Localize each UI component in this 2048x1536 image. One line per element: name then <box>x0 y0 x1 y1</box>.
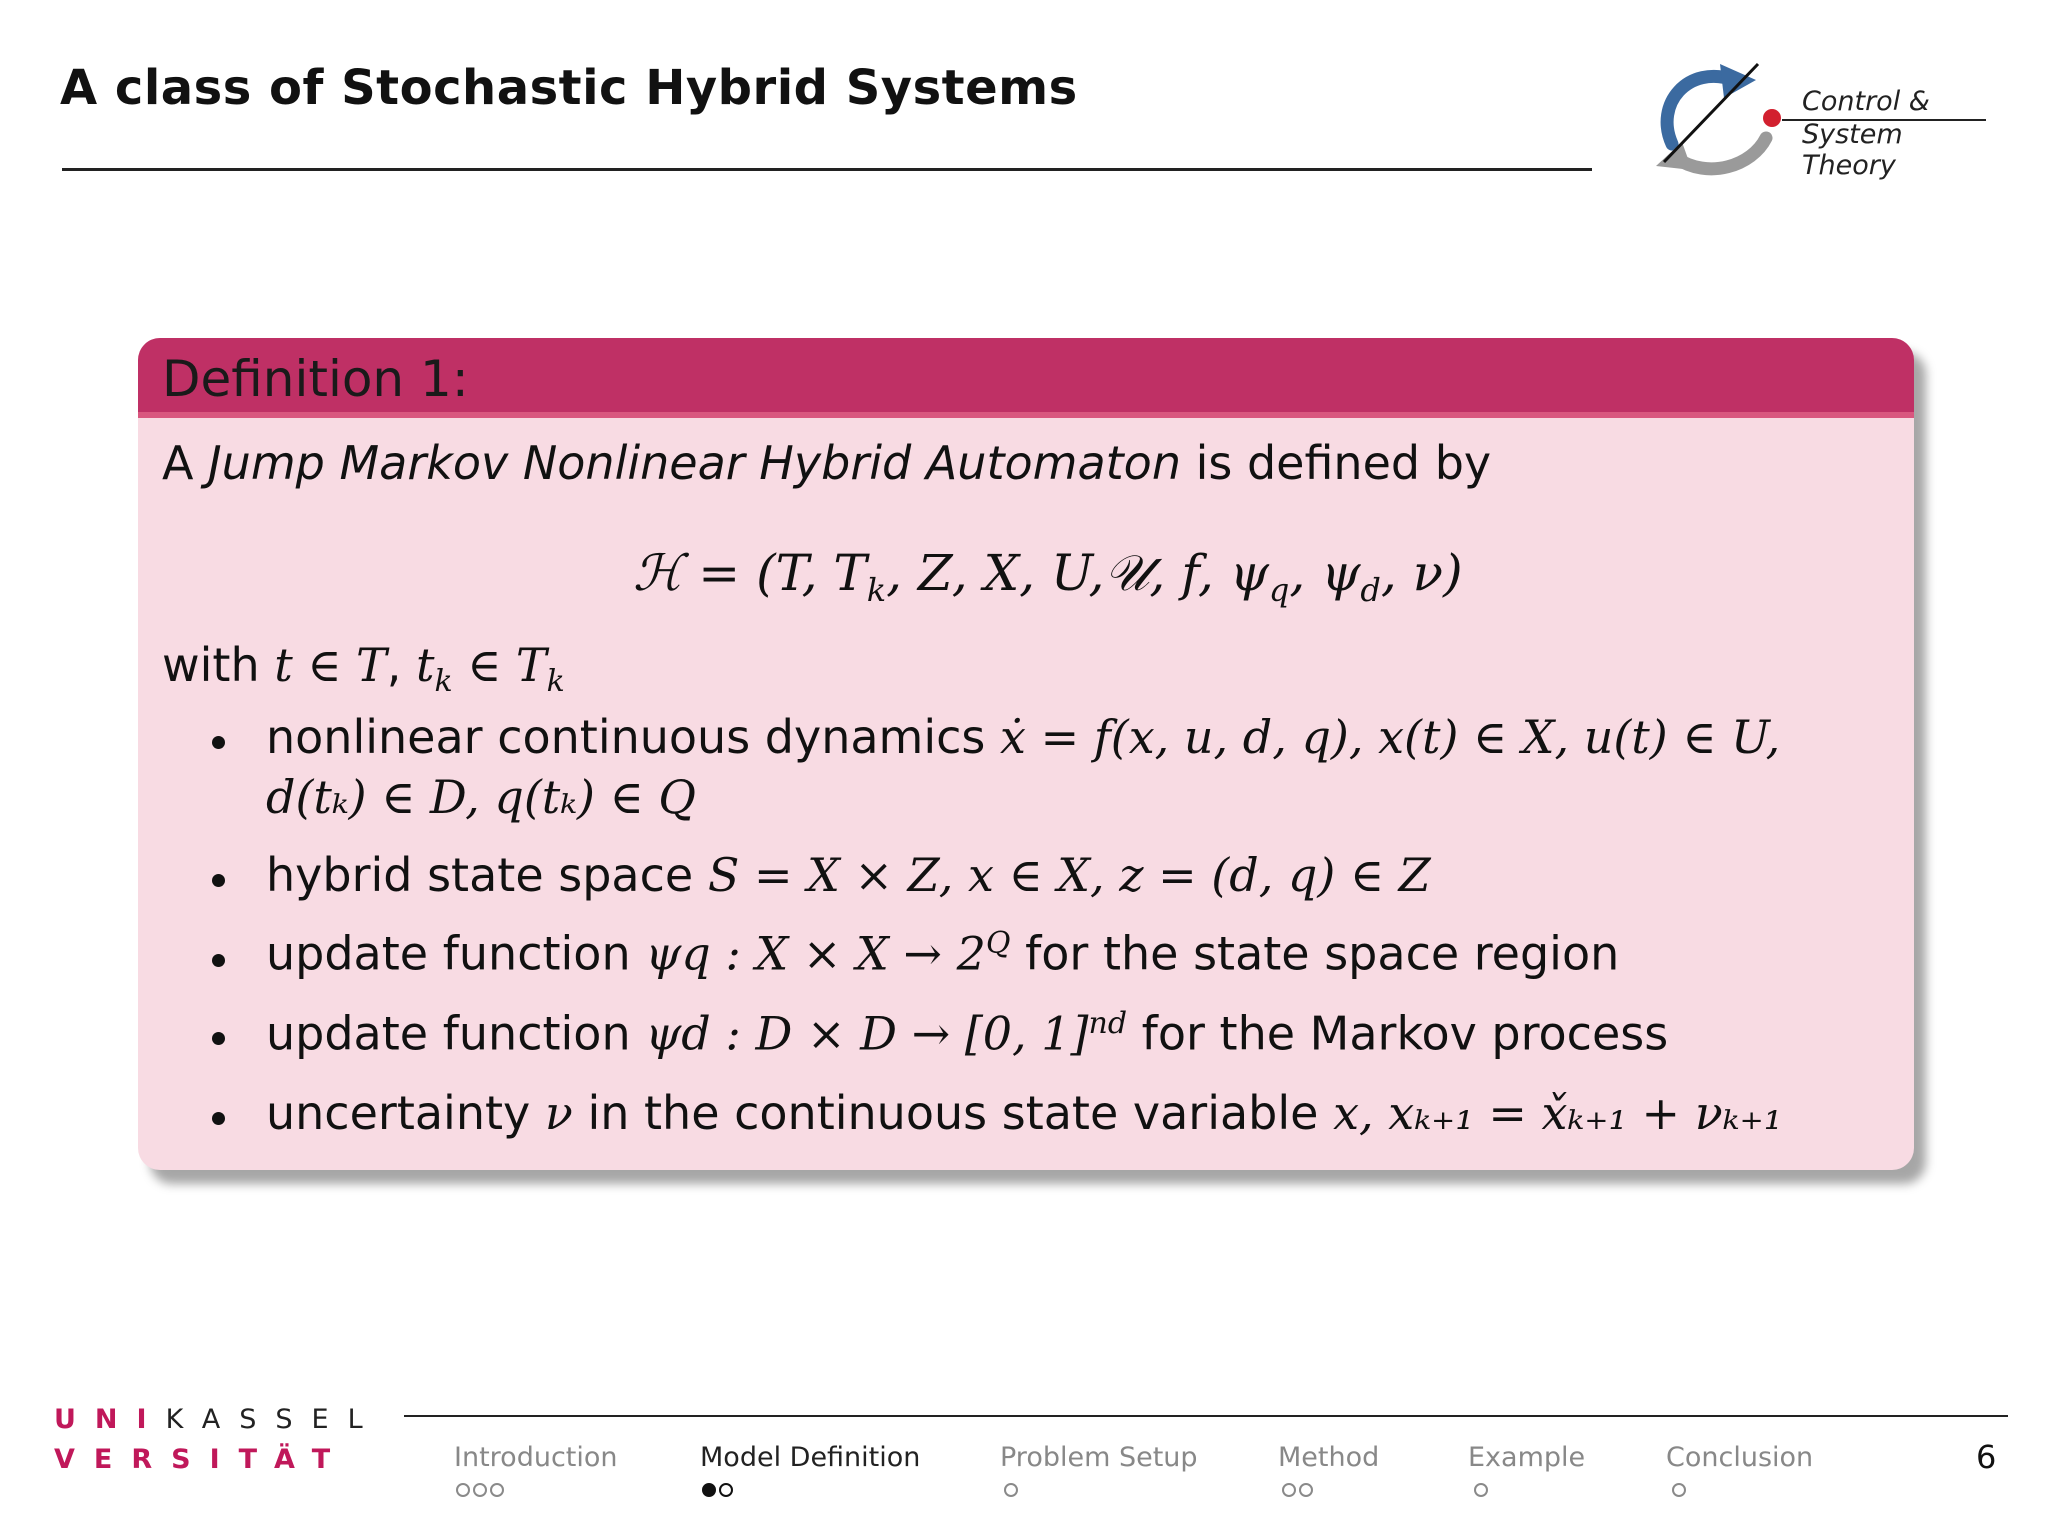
nav-dot[interactable] <box>1474 1483 1488 1497</box>
nav-problem-setup[interactable]: Problem Setup <box>1000 1442 1198 1473</box>
title-divider <box>62 168 1592 171</box>
definition-block <box>138 338 1914 1170</box>
nav-dot[interactable] <box>1004 1483 1018 1497</box>
nav-dot[interactable] <box>473 1483 487 1497</box>
nav-model-definition[interactable]: Model Definition <box>700 1442 921 1473</box>
footer-divider <box>404 1415 2008 1417</box>
nav-dot[interactable] <box>1672 1483 1686 1497</box>
control-system-theory-logo <box>1648 58 1998 181</box>
definition-header <box>138 338 1914 418</box>
nav-example-dots[interactable] <box>1474 1483 1488 1497</box>
nav-conclusion[interactable]: Conclusion <box>1666 1442 1814 1473</box>
bullet-marker <box>212 1112 225 1125</box>
page-number: 6 <box>1976 1438 1997 1476</box>
slide-title: A class of Stochastic Hybrid Systems <box>60 60 1078 116</box>
nav-method[interactable]: Method <box>1278 1442 1380 1473</box>
nav-dot[interactable] <box>1282 1483 1296 1497</box>
with-line: with t ∈ T, $t_k$ ∈ $T_k$ <box>162 638 565 700</box>
nav-example[interactable]: Example <box>1468 1442 1586 1473</box>
bullet-marker <box>212 1032 225 1045</box>
bullet-marker <box>212 954 225 967</box>
bullet-dynamics-line2: d(tₖ) ∈ D, q(tₖ) ∈ Q <box>266 770 696 824</box>
bullet-uncertainty: uncertainty ν in the continuous state variable x, xₖ₊₁ = x̌ₖ₊₁ + νₖ₊₁ <box>266 1086 1783 1140</box>
definition-heading: Definition 1: <box>162 350 469 408</box>
bullet-marker <box>212 736 225 749</box>
automaton-name: Jump Markov Nonlinear Hybrid Automaton <box>208 436 1181 490</box>
nav-dot[interactable] <box>719 1483 733 1497</box>
nav-dot[interactable] <box>456 1483 470 1497</box>
nav-introduction-dots[interactable] <box>456 1483 504 1497</box>
nav-dot[interactable] <box>1299 1483 1313 1497</box>
nav-method-dots[interactable] <box>1282 1483 1313 1497</box>
university-logo-line2: VERSITÄT <box>54 1444 350 1475</box>
automaton-tuple-equation: ℋ = (T, $T_k$, Z, X, U,𝒰, f, $\psi_q$, $\psi_d$, ν) <box>633 544 1463 609</box>
logo-text-line1: Control & <box>1802 86 1930 117</box>
nav-introduction[interactable]: Introduction <box>454 1442 618 1473</box>
university-logo-line1: UNIKASSEL <box>54 1404 382 1435</box>
logo-text-line2: System Theory <box>1802 119 1903 181</box>
nav-problem-setup-dots[interactable] <box>1004 1483 1018 1497</box>
bullet-dynamics: nonlinear continuous dynamics ẋ = f(x, u, d, q), x(t) ∈ X, u(t) ∈ U, <box>266 710 1781 764</box>
definition-intro: A Jump Markov Nonlinear Hybrid Automaton is defined by <box>162 436 1492 490</box>
nav-dot[interactable] <box>490 1483 504 1497</box>
nav-conclusion-dots[interactable] <box>1672 1483 1686 1497</box>
nav-model-definition-dots[interactable] <box>702 1483 733 1497</box>
bullet-update-d: update function ψd : D × D → [0, 1]$^{nd}$ for the Markov process <box>266 1006 1669 1061</box>
bullet-update-q: update function ψq : $X \times X \to 2^Q$ for the state space region <box>266 926 1620 981</box>
nav-dot-current[interactable] <box>702 1483 716 1497</box>
bullet-marker <box>212 874 225 887</box>
bullet-state-space: hybrid state space S = X × Z, x ∈ X, z = (d, q) ∈ Z <box>266 848 1431 902</box>
